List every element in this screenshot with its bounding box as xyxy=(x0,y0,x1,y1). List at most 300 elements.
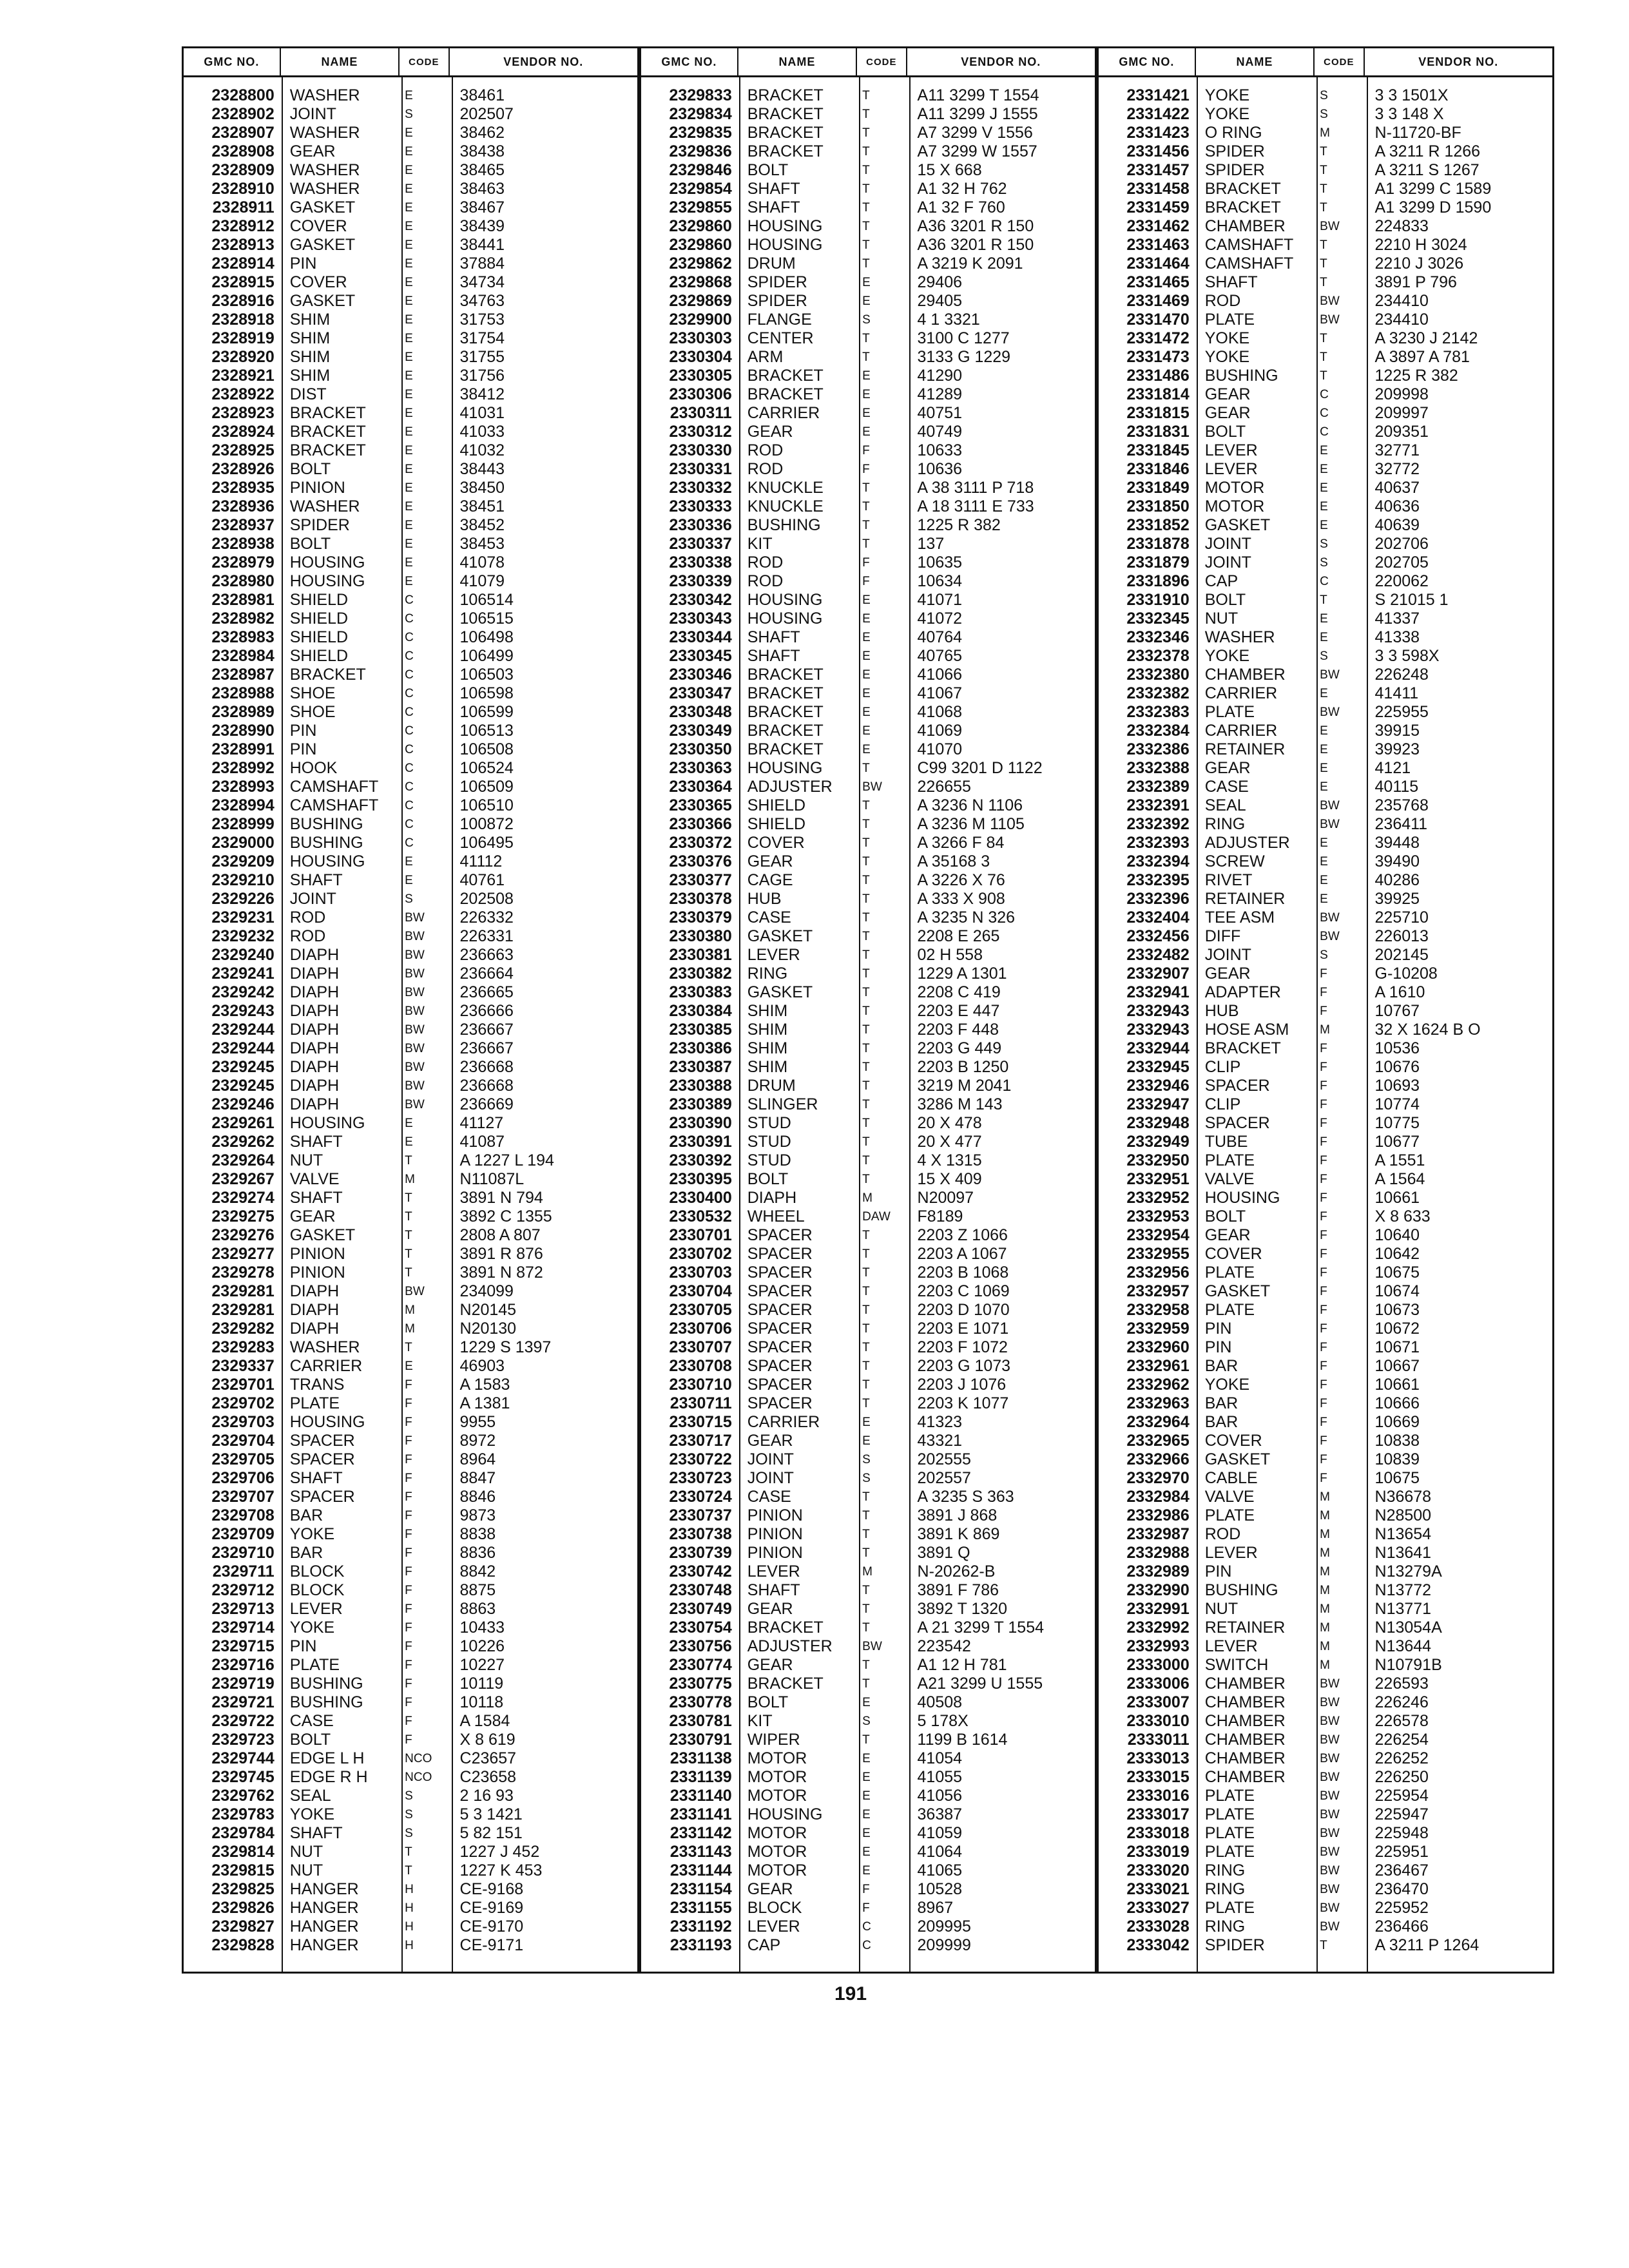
part-name: SHIELD xyxy=(747,796,806,814)
vendor-code: F xyxy=(1320,1285,1327,1298)
vendor-code: E xyxy=(862,407,871,420)
table-row xyxy=(1099,1525,1552,1544)
part-name: COVER xyxy=(289,217,347,235)
vendor-code: C xyxy=(405,836,414,850)
vendor-code: F xyxy=(1320,1173,1327,1186)
vendor-number: A 3211 S 1267 xyxy=(1374,161,1480,179)
vendor-code: S xyxy=(1320,948,1328,962)
vendor-number: 2210 H 3024 xyxy=(1374,236,1467,254)
vendor-number: N13641 xyxy=(1374,1544,1432,1562)
vendor-number: 236466 xyxy=(1374,1917,1429,1936)
part-name: GASKET xyxy=(1204,1282,1271,1300)
page-number: 191 xyxy=(834,1983,867,2004)
part-name: BAR xyxy=(1204,1394,1239,1412)
table-row xyxy=(641,1675,1095,1693)
gmc-number: 2330754 xyxy=(669,1619,732,1637)
table-row xyxy=(641,124,1095,142)
vendor-number: N-11720-BF xyxy=(1374,124,1461,142)
table-row xyxy=(184,441,637,460)
vendor-number: 10667 xyxy=(1374,1357,1420,1375)
vendor-code: S xyxy=(405,1789,413,1803)
gmc-number: 2333013 xyxy=(1126,1749,1190,1767)
part-name: SHIM xyxy=(289,367,331,385)
table-row xyxy=(1099,852,1552,871)
table-row xyxy=(641,1731,1095,1749)
vendor-code: T xyxy=(1320,276,1327,289)
part-name: WHEEL xyxy=(747,1207,805,1225)
part-name: BRACKET xyxy=(747,124,824,142)
gmc-number: 2329855 xyxy=(669,198,732,216)
part-name: YOKE xyxy=(289,1619,335,1637)
part-name: RETAINER xyxy=(1204,1619,1286,1637)
table-row xyxy=(641,1544,1095,1562)
table-row xyxy=(184,1880,637,1899)
gmc-number: 2329231 xyxy=(211,908,275,927)
vendor-number: 2203 D 1070 xyxy=(917,1301,1010,1319)
table-row xyxy=(184,1338,637,1357)
gmc-number: 2332946 xyxy=(1126,1077,1190,1095)
vendor-number: X 8 633 xyxy=(1374,1207,1431,1225)
vendor-code: T xyxy=(862,332,870,345)
vendor-number: 202557 xyxy=(917,1469,971,1487)
vendor-code: C xyxy=(405,687,414,700)
vendor-code: E xyxy=(405,388,413,401)
vendor-number: A 3219 K 2091 xyxy=(917,255,1023,273)
vendor-number: 106524 xyxy=(459,759,514,777)
part-name: HOUSING xyxy=(747,236,823,254)
vendor-number: 226013 xyxy=(1374,927,1429,945)
vendor-code: T xyxy=(1320,593,1327,607)
vendor-code: NCO xyxy=(405,1752,432,1765)
table-row xyxy=(184,778,637,796)
part-name: CHAMBER xyxy=(1204,1768,1286,1786)
vendor-number: 10675 xyxy=(1374,1469,1420,1487)
vendor-number: 40639 xyxy=(1374,516,1420,534)
vendor-code: C xyxy=(405,612,414,626)
table-row xyxy=(641,236,1095,255)
gmc-number: 2330346 xyxy=(669,666,732,684)
table-row xyxy=(1099,1731,1552,1749)
gmc-number: 2329744 xyxy=(211,1749,275,1767)
part-name: SHIM xyxy=(747,1039,788,1057)
part-name: CARRIER xyxy=(289,1357,363,1375)
part-name: PLATE xyxy=(1204,1264,1255,1282)
part-name: LEVER xyxy=(747,1562,800,1581)
vendor-number: N10791B xyxy=(1374,1656,1442,1674)
part-name: SLINGER xyxy=(747,1095,818,1113)
part-name: PINION xyxy=(747,1506,803,1524)
vendor-code: E xyxy=(405,874,413,887)
gmc-number: 2332993 xyxy=(1126,1637,1190,1655)
table-row xyxy=(1099,1077,1552,1095)
part-name: JOINT xyxy=(747,1469,794,1487)
vendor-code: T xyxy=(862,164,870,177)
column-header-row xyxy=(184,46,637,77)
part-name: SPIDER xyxy=(1204,1936,1265,1954)
gmc-number: 2330382 xyxy=(669,965,732,983)
table-row xyxy=(184,1899,637,1917)
vendor-code: F xyxy=(405,1416,412,1429)
vendor-code: T xyxy=(1320,145,1327,159)
vendor-code: F xyxy=(1320,1061,1327,1074)
vendor-number: 41411 xyxy=(1374,684,1419,702)
gmc-number: 2330344 xyxy=(669,628,732,646)
gmc-number: 2329860 xyxy=(669,236,732,254)
part-name: COVER xyxy=(289,273,347,291)
gmc-number: 2330348 xyxy=(669,703,732,721)
vendor-code: T xyxy=(862,1004,870,1018)
vendor-code: E xyxy=(862,276,871,289)
part-name: BOLT xyxy=(747,1693,789,1711)
vendor-code: E xyxy=(405,407,413,420)
part-name: CARRIER xyxy=(747,1413,820,1431)
table-row xyxy=(1099,890,1552,908)
part-name: DIAPH xyxy=(289,1039,340,1057)
part-name: SPACER xyxy=(747,1357,813,1375)
part-name: DIAPH xyxy=(289,1077,340,1095)
vendor-number: 2203 A 1067 xyxy=(917,1245,1007,1263)
gmc-number: 2331144 xyxy=(670,1861,732,1879)
gmc-number: 2329716 xyxy=(211,1656,275,1674)
vendor-number: 226593 xyxy=(1374,1675,1429,1693)
vendor-code: BW xyxy=(405,1098,425,1111)
part-name: BRACKET xyxy=(747,703,824,721)
part-name: WIPER xyxy=(747,1731,800,1749)
part-name: ADJUSTER xyxy=(747,778,833,796)
gmc-number: 2332987 xyxy=(1126,1525,1190,1543)
gmc-number: 2329282 xyxy=(211,1320,275,1338)
vendor-code: F xyxy=(405,1602,412,1616)
vendor-number: 41067 xyxy=(917,684,963,702)
table-row xyxy=(1099,1544,1552,1562)
panel-middle xyxy=(639,46,1097,1973)
gmc-number: 2328938 xyxy=(211,535,275,553)
gmc-number: 2329835 xyxy=(669,124,732,142)
vendor-number: 106495 xyxy=(459,834,514,852)
table-row xyxy=(184,1376,637,1394)
part-name: BRACKET xyxy=(747,105,824,123)
vendor-code: F xyxy=(405,1677,412,1691)
gmc-number: 2328925 xyxy=(211,441,275,459)
vendor-number: 2203 B 1068 xyxy=(917,1264,1009,1282)
gmc-number: 2331193 xyxy=(670,1936,732,1954)
gmc-number: 2331456 xyxy=(1126,142,1190,160)
gmc-number: 2329784 xyxy=(211,1824,275,1842)
vendor-number: 3 3 598X xyxy=(1374,647,1440,665)
part-name: ADAPTER xyxy=(1204,983,1281,1001)
gmc-number: 2330392 xyxy=(669,1151,732,1169)
vendor-code: M xyxy=(1320,1621,1330,1635)
vendor-code: M xyxy=(1320,1602,1330,1616)
part-name: ROD xyxy=(289,908,326,927)
gmc-number: 2329713 xyxy=(211,1600,275,1618)
gmc-number: 2331896 xyxy=(1126,572,1190,590)
vendor-number: 226578 xyxy=(1374,1712,1429,1730)
gmc-number: 2330387 xyxy=(669,1058,732,1076)
vendor-code: E xyxy=(405,220,413,233)
vendor-number: 3 3 148 X xyxy=(1374,105,1444,123)
table-row xyxy=(184,553,637,572)
vendor-number: A 1583 xyxy=(459,1376,510,1394)
vendor-number: 106514 xyxy=(459,591,514,609)
gmc-number: 2330775 xyxy=(669,1675,732,1693)
gmc-number: 2332482 xyxy=(1126,946,1190,964)
vendor-number: 46903 xyxy=(459,1357,505,1375)
vendor-code: F xyxy=(1320,1453,1327,1466)
table-row xyxy=(641,105,1095,124)
table-row xyxy=(184,1917,637,1936)
table-row xyxy=(1099,1899,1552,1917)
table-row xyxy=(1099,1002,1552,1021)
gmc-number: 2333028 xyxy=(1126,1917,1190,1936)
table-row xyxy=(1099,1562,1552,1581)
table-row xyxy=(184,1824,637,1843)
vendor-number: 41069 xyxy=(917,722,963,740)
gmc-number: 2330723 xyxy=(669,1469,732,1487)
vendor-number: A 1551 xyxy=(1374,1151,1425,1169)
table-row xyxy=(1099,946,1552,965)
part-name: SHIM xyxy=(289,311,331,329)
vendor-number: 38467 xyxy=(459,198,505,216)
vendor-number: 5 82 151 xyxy=(459,1824,523,1842)
vendor-number: 3219 M 2041 xyxy=(917,1077,1012,1095)
part-name: PLATE xyxy=(289,1656,340,1674)
vendor-code: M xyxy=(1320,1509,1330,1523)
table-row xyxy=(1099,1600,1552,1619)
part-name: PINION xyxy=(289,1245,345,1263)
gmc-number: 2328909 xyxy=(211,161,275,179)
table-row xyxy=(1099,740,1552,759)
vendor-number: 3891 F 786 xyxy=(917,1581,999,1599)
part-name: MOTOR xyxy=(747,1749,807,1767)
vendor-number: A36 3201 R 150 xyxy=(917,217,1034,235)
part-name: BRACKET xyxy=(1204,180,1281,198)
table-row xyxy=(184,852,637,871)
gmc-number: 2328993 xyxy=(211,778,275,796)
gmc-number: 2331852 xyxy=(1126,516,1190,534)
header-code: CODE xyxy=(400,48,449,75)
part-name: DIAPH xyxy=(289,1095,340,1113)
table-row xyxy=(641,535,1095,553)
vendor-number: CE-9169 xyxy=(459,1899,524,1917)
vendor-number: 3891 Q xyxy=(917,1544,970,1562)
table-row xyxy=(1099,236,1552,255)
table-row xyxy=(184,1731,637,1749)
table-row xyxy=(184,834,637,852)
vendor-code: T xyxy=(862,1397,870,1410)
gmc-number: 2330305 xyxy=(669,367,732,385)
part-name: KIT xyxy=(747,1712,773,1730)
gmc-number: 2329815 xyxy=(211,1861,275,1879)
vendor-number: 43321 xyxy=(917,1432,963,1450)
part-name: SPACER xyxy=(747,1226,813,1244)
vendor-number: 10226 xyxy=(459,1637,505,1655)
table-row xyxy=(641,180,1095,198)
vendor-code: BW xyxy=(1320,220,1340,233)
vendor-number: A 3230 J 2142 xyxy=(1374,329,1478,347)
vendor-code: T xyxy=(405,1191,412,1205)
vendor-code: F xyxy=(1320,1360,1327,1373)
table-row xyxy=(184,1039,637,1058)
gmc-number: 2330390 xyxy=(669,1114,732,1132)
part-name: BRACKET xyxy=(747,385,824,403)
gmc-number: 2332951 xyxy=(1126,1170,1190,1188)
vendor-number: X 8 619 xyxy=(459,1731,516,1749)
vendor-code: S xyxy=(862,1472,871,1485)
part-name: CHAMBER xyxy=(1204,217,1286,235)
table-row xyxy=(184,1675,637,1693)
part-name: BAR xyxy=(289,1544,323,1562)
part-name: DIAPH xyxy=(289,946,340,964)
part-name: BOLT xyxy=(747,161,789,179)
gmc-number: 2328915 xyxy=(211,273,275,291)
vendor-code: T xyxy=(1320,332,1327,345)
vendor-code: C xyxy=(1320,407,1329,420)
gmc-number: 2332386 xyxy=(1126,740,1190,758)
table-row xyxy=(184,86,637,105)
vendor-code: T xyxy=(1320,1939,1327,1952)
vendor-number: 106499 xyxy=(459,647,514,665)
part-name: PINION xyxy=(747,1525,803,1543)
gmc-number: 2332384 xyxy=(1126,722,1190,740)
part-name: HANGER xyxy=(289,1899,359,1917)
gmc-number: 2330722 xyxy=(669,1450,732,1468)
vendor-code: BW xyxy=(1320,1845,1340,1859)
table-bottom-rule xyxy=(182,1972,1554,1974)
part-name: CAMSHAFT xyxy=(1204,236,1294,254)
table-row xyxy=(184,1600,637,1619)
part-name: JOINT xyxy=(747,1450,794,1468)
vendor-code: T xyxy=(862,1154,870,1168)
vendor-number: 225710 xyxy=(1374,908,1429,927)
table-row xyxy=(184,815,637,834)
part-name: PIN xyxy=(1204,1562,1232,1581)
vendor-code: E xyxy=(862,631,871,644)
table-row xyxy=(1099,1226,1552,1245)
part-name: BOLT xyxy=(1204,591,1246,609)
vendor-number: 38412 xyxy=(459,385,505,403)
table-row xyxy=(1099,161,1552,180)
gmc-number: 2328999 xyxy=(211,815,275,833)
part-name: NUT xyxy=(289,1843,323,1861)
vendor-number: 3891 N 872 xyxy=(459,1264,543,1282)
table-row xyxy=(1099,1693,1552,1712)
vendor-code: F xyxy=(405,1621,412,1635)
vendor-code: BW xyxy=(405,1004,425,1018)
part-name: DIAPH xyxy=(289,1320,340,1338)
part-name: LEVER xyxy=(289,1600,343,1618)
gmc-number: 2329281 xyxy=(211,1282,275,1300)
part-name: HOUSING xyxy=(289,852,365,870)
vendor-number: C99 3201 D 1122 xyxy=(917,759,1043,777)
vendor-code: E xyxy=(1320,500,1328,514)
table-row xyxy=(1099,1039,1552,1058)
table-row xyxy=(1099,1207,1552,1226)
vendor-number: 225952 xyxy=(1374,1899,1429,1917)
table-row xyxy=(641,946,1095,965)
vendor-code: M xyxy=(1320,1658,1330,1672)
vendor-number: 209999 xyxy=(917,1936,971,1954)
vendor-code: T xyxy=(862,799,870,812)
part-name: YOKE xyxy=(1204,86,1250,104)
vendor-code: E xyxy=(862,1827,871,1840)
gmc-number: 2331139 xyxy=(670,1768,732,1786)
table-row xyxy=(641,666,1095,684)
vendor-number: A 3236 N 1106 xyxy=(917,796,1023,814)
part-name: GEAR xyxy=(289,142,336,160)
gmc-number: 2333017 xyxy=(1126,1805,1190,1823)
gmc-number: 2329709 xyxy=(211,1525,275,1543)
part-name: GEAR xyxy=(1204,385,1251,403)
gmc-number: 2331473 xyxy=(1126,348,1190,366)
part-name: SHAFT xyxy=(289,1189,343,1207)
part-name: RING xyxy=(747,965,788,983)
vendor-number: 236666 xyxy=(459,1002,514,1020)
table-row xyxy=(184,1581,637,1600)
vendor-code: E xyxy=(405,1117,413,1130)
vendor-number: 220062 xyxy=(1374,572,1429,590)
vendor-number: 226252 xyxy=(1374,1749,1429,1767)
table-row xyxy=(184,1749,637,1768)
table-row xyxy=(1099,1787,1552,1805)
table-row xyxy=(1099,292,1552,311)
table-row xyxy=(184,142,637,161)
gmc-number: 2328919 xyxy=(211,329,275,347)
gmc-number: 2328991 xyxy=(211,740,275,758)
gmc-number: 2332989 xyxy=(1126,1562,1190,1581)
gmc-number: 2330304 xyxy=(669,348,732,366)
part-name: BRACKET xyxy=(747,367,824,385)
table-row xyxy=(184,1787,637,1805)
gmc-number: 2330389 xyxy=(669,1095,732,1113)
vendor-code: BW xyxy=(1320,818,1340,831)
gmc-number: 2329814 xyxy=(211,1843,275,1861)
vendor-code: BW xyxy=(1320,1733,1340,1747)
vendor-code: T xyxy=(862,220,870,233)
vendor-number: 8964 xyxy=(459,1450,496,1468)
table-row xyxy=(641,1264,1095,1282)
vendor-code: BW xyxy=(1320,1920,1340,1934)
vendor-number: CE-9170 xyxy=(459,1917,524,1936)
part-name: ADJUSTER xyxy=(747,1637,833,1655)
vendor-number: 5 3 1421 xyxy=(459,1805,523,1823)
table-body xyxy=(1099,86,1552,1955)
part-name: DIAPH xyxy=(289,1301,340,1319)
table-row xyxy=(1099,404,1552,423)
column-header-row xyxy=(641,46,1095,77)
table-row xyxy=(184,497,637,516)
vendor-code: BW xyxy=(1320,1864,1340,1878)
vendor-number: 41078 xyxy=(459,553,505,572)
part-name: BRACKET xyxy=(747,684,824,702)
table-row xyxy=(1099,198,1552,217)
table-row xyxy=(641,86,1095,105)
gmc-number: 2329243 xyxy=(211,1002,275,1020)
table-row xyxy=(641,815,1095,834)
part-name: SHIELD xyxy=(289,647,349,665)
vendor-code: T xyxy=(862,1621,870,1635)
part-name: BRACKET xyxy=(747,142,824,160)
table-row xyxy=(184,1058,637,1077)
table-row xyxy=(641,1320,1095,1338)
gmc-number: 2330386 xyxy=(669,1039,732,1057)
vendor-number: 106508 xyxy=(459,740,514,758)
vendor-number: 236668 xyxy=(459,1058,514,1076)
gmc-number: 2332947 xyxy=(1126,1095,1190,1113)
parts-table xyxy=(182,46,1554,1973)
part-name: GASKET xyxy=(747,983,813,1001)
gmc-number: 2330339 xyxy=(669,572,732,590)
